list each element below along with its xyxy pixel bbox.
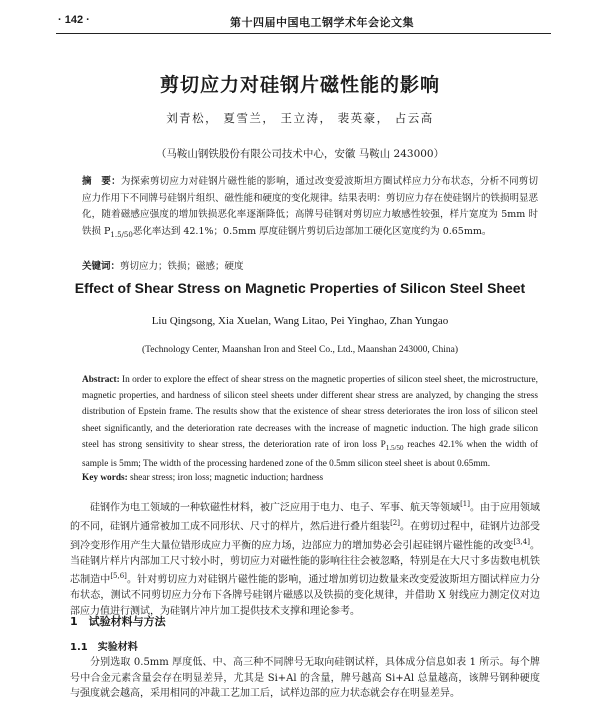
abstract-text-en-end: reaches 42.1% when the width of sample is 5mm; The width of the processing hardened zone of the 0.5mm silicon steel sheet is about 0.65mm. bbox=[82, 439, 538, 469]
intro-paragraph bbox=[70, 497, 540, 619]
abstract-subscript-en: 1.5/50 bbox=[385, 443, 404, 452]
page-number: · 142 · bbox=[58, 14, 90, 26]
abstract-en bbox=[82, 372, 538, 472]
keywords-label-en: Key words: bbox=[82, 473, 128, 483]
abstract-text-en: In order to explore the effect of shear stress on the magnetic properties of silicon steel sheet, the microstructure, magnetic properties, and hardness of silicon steel sheets under different shear stress are analyzed, by changing the stress distribution of Epstein frame. The results show that the existence of shear stress deteriorates the iron loss of silicon steel sheet significantly, and the deterioration rate decreases with the increase of magnetic induction. The high grade silicon steel has strong sensitivity to shear stress, the deterioration rate of iron loss P bbox=[82, 375, 538, 450]
keywords-text-en: shear stress; iron loss; magnetic induction; hardness bbox=[127, 473, 324, 483]
affiliation-cn: （马鞍山钢铁股份有限公司技术中心，安徽 马鞍山 243000） bbox=[155, 148, 445, 160]
abstract-label-en: Abstract: bbox=[82, 375, 120, 385]
abstract-label-cn: 摘 要： bbox=[82, 176, 121, 187]
materials-paragraph: 分别选取 0.5mm 厚度低、中、高三种不同牌号无取向硅钢试样，具体成分信息如表 1 所示。每个牌号中合金元素含量会存在明显差异，尤其是 Si+Al 的含量，牌号越高 Si+Al 总量越高，该牌号钢种硬度与强度就会越高，采用相同的冲裁工艺加工后，试样边部的应力状态就会存在明显差异。 bbox=[70, 657, 540, 700]
abstract-subscript-cn: 1.5/50 bbox=[110, 230, 133, 239]
header-rule bbox=[56, 33, 551, 34]
keywords-text-cn: 剪切应力；铁损；磁感；硬度 bbox=[120, 261, 244, 272]
affiliation-en: (Technology Center, Maanshan Iron and Steel Co., Ltd., Maanshan 243000, China) bbox=[141, 345, 459, 355]
intro-text-2: 。由于应用领域的不同，硅钢片通常被加工成不同形状、尺寸的样片，然后进行叠片组装 bbox=[70, 502, 541, 533]
citation-2: [2] bbox=[390, 518, 400, 527]
authors-en: Liu Qingsong, Xia Xuelan, Wang Litao, Pei Yinghao, Zhan Yungao bbox=[151, 315, 449, 327]
intro-text-4: 。当硅钢片样片内部加工尺寸较小时，剪切应力对磁性能的影响往往会被忽略，特别是在大尺寸多齿数电机铁芯制造中 bbox=[70, 540, 541, 586]
abstract-text-cn: 为探索剪切应力对硅钢片磁性能的影响，通过改变爱波斯坦方圈试样应力分布状态，分析不同剪切应力作用下不同牌号硅钢片组织、磁性能和硬度的变化规律。结果表明：剪切应力存在使硅钢片的铁损明显恶化，随着磁感应强度的增加铁损恶化率逐渐降低；高牌号硅钢对剪切应力敏感性较强，样片宽度为 5mm 时铁损 P bbox=[82, 176, 539, 237]
intro-text-1: 硅钢作为电工领域的一种软磁性材料，被广泛应用于电力、电子、军事、航天等领域 bbox=[90, 502, 461, 514]
citation-1: [1] bbox=[460, 500, 470, 508]
subsection-heading-1-1: 1.1 实验材料 bbox=[70, 642, 138, 653]
abstract-text-cn-end: 恶化率达到 42.1%；0.5mm 厚度硅钢片剪切后边部加工硬化区宽度约为 0.65mm。 bbox=[132, 225, 492, 237]
paper-title-cn: 剪切应力对硅钢片磁性能的影响 bbox=[159, 74, 440, 96]
proceedings-title: 第十四届中国电工钢学术年会论文集 bbox=[230, 16, 414, 29]
intro-text-3: 。在剪切过程中，硅钢片边部受到冷变形作用产生大量位错形成应力平衡的应力场，边部应力的增加势必会引起硅钢片磁性能的改变 bbox=[70, 521, 541, 552]
authors-cn: 刘青松， 夏雪兰， 王立涛， 裴英豪， 占云高 bbox=[166, 111, 434, 125]
citation-4: [5,6] bbox=[110, 572, 127, 581]
keywords-cn bbox=[82, 258, 538, 272]
keywords-label-cn: 关键词： bbox=[82, 261, 121, 272]
keywords-en bbox=[82, 473, 538, 483]
section-heading-1: 1 试验材料与方法 bbox=[70, 615, 166, 628]
intro-text-5: 。针对剪切应力对硅钢片磁性能的影响，通过增加剪切边数量来改变爱波斯坦方圈试样应力分布状态，测试不同剪切应力分布下各牌号硅钢片磁感以及铁损的变化规律，并借助 X 射线应力测定仪对边部应力值进行测试，为硅钢片冲片加工提供技术支撑和理论参考。 bbox=[70, 574, 541, 617]
paper-title-en: Effect of Shear Stress on Magnetic Properties of Silicon Steel Sheet bbox=[74, 280, 526, 296]
abstract-cn bbox=[82, 174, 538, 243]
citation-3: [3,4] bbox=[513, 537, 530, 546]
